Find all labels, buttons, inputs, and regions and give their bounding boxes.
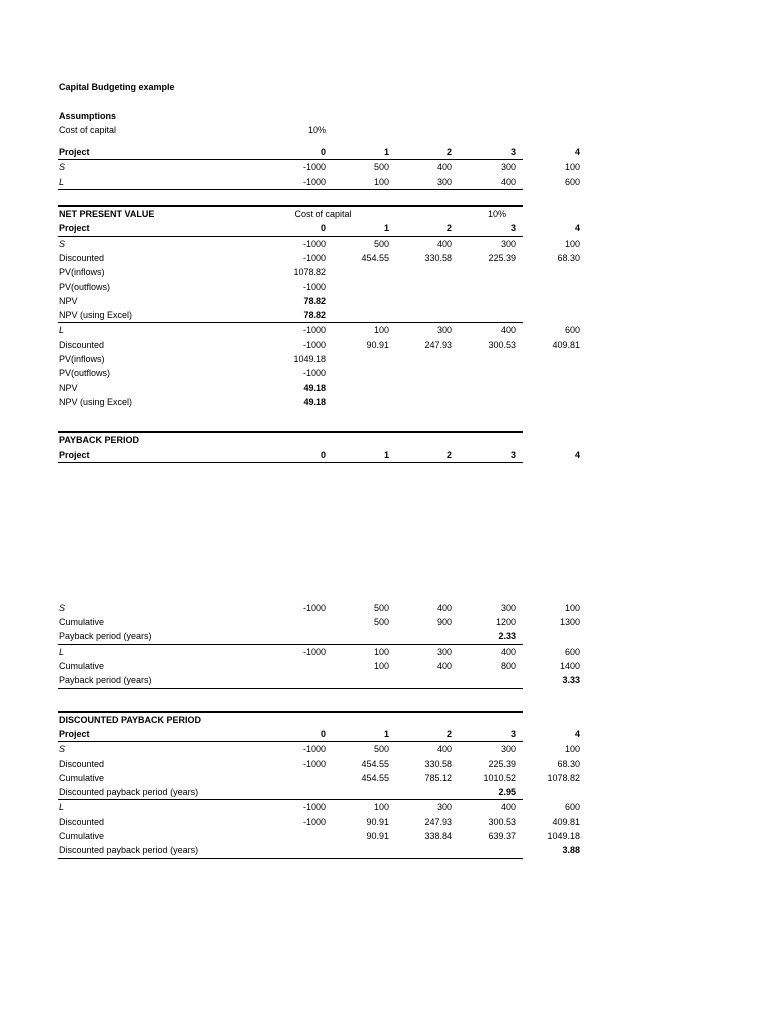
row-label: Payback period (years): [59, 631, 152, 642]
npv-l-pv-outflows-row: [58, 366, 523, 380]
dpayback-header-row: [58, 727, 580, 741]
payback-l-cumulative-row: [58, 659, 580, 673]
cell: 1400: [559, 661, 580, 672]
project-label: L: [59, 646, 65, 657]
row-label: Discounted: [59, 758, 105, 769]
cell: 400: [436, 162, 452, 173]
header-3: 3: [510, 147, 516, 158]
cost-of-capital-value: 10%: [307, 124, 326, 135]
cell: 400: [500, 325, 516, 336]
dpayback-s-period-row: [58, 785, 523, 800]
cell: 90.91: [366, 339, 389, 350]
row-label: Cumulative: [59, 661, 105, 672]
cell: -1000: [302, 252, 326, 263]
row-label: NPV (using Excel): [59, 396, 133, 407]
npv-header-row: [58, 221, 580, 236]
cell: -1000: [302, 802, 326, 813]
cell: -1000: [302, 339, 326, 350]
project-l-row: [58, 175, 580, 190]
npv-heading-row: [58, 205, 523, 221]
title-row: [58, 80, 523, 94]
row-label: NPV (using Excel): [59, 310, 133, 321]
header-label: Project: [59, 728, 90, 739]
cell: 247.93: [424, 339, 452, 350]
cell: 100: [373, 802, 389, 813]
spreadsheet: [58, 80, 580, 859]
cell: 2.95: [498, 787, 516, 798]
npv-cost-value: 10%: [487, 209, 506, 220]
cell: -1000: [302, 602, 326, 613]
cell: 409.81: [552, 339, 580, 350]
header-0: 0: [320, 449, 326, 460]
cell: 1078.82: [293, 267, 326, 278]
header-2: 2: [446, 223, 452, 234]
header-0: 0: [320, 223, 326, 234]
npv-l-row: [58, 323, 580, 337]
cell: 49.18: [303, 396, 326, 407]
row-label: PV(inflows): [59, 267, 105, 278]
project-label: L: [59, 176, 65, 187]
cell: 639.37: [488, 830, 516, 841]
row-label: Cumulative: [59, 830, 105, 841]
cell: 1300: [559, 617, 580, 628]
cell: 400: [436, 602, 452, 613]
npv-l-pv-inflows-row: [58, 352, 523, 366]
cell: 600: [564, 802, 580, 813]
cell: -1000: [302, 325, 326, 336]
row-label: Discounted payback period (years): [59, 787, 199, 798]
row-label: PV(outflows): [59, 368, 111, 379]
cell: 400: [436, 661, 452, 672]
header-4: 4: [574, 449, 580, 460]
row-label: PV(outflows): [59, 281, 111, 292]
cell: 330.58: [424, 758, 452, 769]
row-label: NPV: [59, 382, 78, 393]
cell: 1200: [495, 617, 516, 628]
payback-heading: PAYBACK PERIOD: [59, 435, 140, 446]
cell: 100: [564, 238, 580, 249]
dpayback-l-row: [58, 800, 580, 814]
payback-s-row: [58, 601, 580, 615]
cell: 1049.18: [547, 830, 580, 841]
cell: 300: [436, 646, 452, 657]
sheet-title: Capital Budgeting example: [59, 82, 175, 92]
cell: 454.55: [361, 252, 389, 263]
cell: -1000: [302, 162, 326, 173]
header-4: 4: [574, 223, 580, 234]
header-3: 3: [510, 728, 516, 739]
cell: 300: [500, 602, 516, 613]
cell: -1000: [302, 238, 326, 249]
header-1: 1: [383, 728, 389, 739]
cell: 785.12: [424, 772, 452, 783]
payback-s-period-row: [58, 629, 523, 644]
dpayback-s-discounted-row: [58, 757, 580, 771]
payback-s-cumulative-row: [58, 615, 580, 629]
row-label: Discounted: [59, 339, 105, 350]
npv-l-discounted-row: [58, 338, 580, 352]
cell: 800: [500, 661, 516, 672]
header-4: 4: [574, 728, 580, 739]
row-label: Cumulative: [59, 617, 105, 628]
header-1: 1: [383, 147, 389, 158]
cell: 1078.82: [547, 772, 580, 783]
project-label: S: [59, 238, 66, 249]
npv-s-pv-outflows-row: [58, 280, 523, 294]
project-label: S: [59, 744, 66, 755]
dpayback-heading-row: [58, 711, 523, 727]
cell: -1000: [302, 368, 326, 379]
npv-s-discounted-row: [58, 251, 580, 265]
cell: 454.55: [361, 758, 389, 769]
payback-header-row: [58, 448, 580, 463]
header-0: 0: [320, 728, 326, 739]
cell: 500: [373, 238, 389, 249]
header-label: Project: [59, 147, 90, 158]
cell: 225.39: [488, 252, 516, 263]
cell: 90.91: [366, 816, 389, 827]
cell: 100: [373, 661, 389, 672]
row-label: NPV: [59, 295, 78, 306]
npv-cost-label: Cost of capital: [294, 209, 352, 220]
npv-s-row: [58, 237, 580, 251]
cell: 600: [564, 325, 580, 336]
cell: 49.18: [303, 382, 326, 393]
payback-l-period-row: [58, 673, 580, 688]
cell: 400: [500, 802, 516, 813]
cell: 338.84: [424, 830, 452, 841]
cell: 78.82: [303, 310, 326, 321]
npv-heading: NET PRESENT VALUE: [59, 209, 155, 220]
dpayback-s-row: [58, 741, 580, 756]
cell: 300.53: [488, 816, 516, 827]
cell: 500: [373, 744, 389, 755]
cell: -1000: [302, 816, 326, 827]
cell: 78.82: [303, 295, 326, 306]
cell: -1000: [302, 281, 326, 292]
cost-of-capital-label: Cost of capital: [59, 124, 117, 135]
cell: 300: [500, 744, 516, 755]
header-3: 3: [510, 223, 516, 234]
cell: 90.91: [366, 830, 389, 841]
dpayback-l-discounted-row: [58, 815, 580, 829]
assumptions-heading: Assumptions: [59, 110, 117, 121]
cell: 500: [373, 617, 389, 628]
cell: 400: [500, 646, 516, 657]
project-label: S: [59, 162, 66, 173]
header-label: Project: [59, 449, 90, 460]
row-label: Payback period (years): [59, 675, 152, 686]
header-1: 1: [383, 223, 389, 234]
cell: 409.81: [552, 816, 580, 827]
cell: 100: [564, 744, 580, 755]
cell: -1000: [302, 758, 326, 769]
project-label: L: [59, 325, 65, 336]
cost-of-capital-row: [58, 123, 523, 137]
cell: 1010.52: [483, 772, 516, 783]
dpayback-l-cumulative-row: [58, 829, 580, 843]
cell: 100: [373, 325, 389, 336]
row-label: Discounted payback period (years): [59, 845, 199, 856]
cell: 454.55: [361, 772, 389, 783]
cell: 100: [373, 646, 389, 657]
npv-l-npv-row: [58, 381, 523, 395]
cell: 3.33: [562, 675, 580, 686]
dpayback-heading: DISCOUNTED PAYBACK PERIOD: [59, 714, 202, 725]
payback-heading-row: [58, 431, 523, 447]
cell: 68.30: [557, 758, 580, 769]
cell: 225.39: [488, 758, 516, 769]
row-label: Discounted: [59, 816, 105, 827]
cell: 300.53: [488, 339, 516, 350]
cell: 300: [436, 802, 452, 813]
cell: 100: [564, 602, 580, 613]
cell: 300: [436, 325, 452, 336]
cell: 400: [500, 176, 516, 187]
cell: 400: [436, 238, 452, 249]
cell: 500: [373, 602, 389, 613]
cell: -1000: [302, 176, 326, 187]
cell: 300: [500, 162, 516, 173]
cell: 600: [564, 176, 580, 187]
cell: 2.33: [498, 631, 516, 642]
npv-l-npv-excel-row: [58, 395, 523, 409]
npv-s-pv-inflows-row: [58, 265, 523, 279]
npv-s-npv-row: [58, 294, 523, 308]
header-3: 3: [510, 449, 516, 460]
project-s-row: [58, 160, 580, 174]
row-label: PV(inflows): [59, 354, 105, 365]
cell: -1000: [302, 646, 326, 657]
npv-s-npv-excel-row: [58, 308, 523, 323]
cell: 600: [564, 646, 580, 657]
cell: 100: [373, 176, 389, 187]
cell: 1049.18: [293, 354, 326, 365]
row-label: Discounted: [59, 252, 105, 263]
cell: 400: [436, 744, 452, 755]
cell: 330.58: [424, 252, 452, 263]
header-label: Project: [59, 223, 90, 234]
cell: 300: [436, 176, 452, 187]
dpayback-l-period-row: [58, 843, 580, 858]
dpayback-s-cumulative-row: [58, 771, 580, 785]
cell: 100: [564, 162, 580, 173]
cell: 300: [500, 238, 516, 249]
header-2: 2: [446, 728, 452, 739]
header-2: 2: [446, 147, 452, 158]
projects-header-row: [58, 145, 580, 160]
header-4: 4: [574, 147, 580, 158]
cell: 3.88: [562, 845, 580, 856]
cell: 68.30: [557, 252, 580, 263]
cell: 900: [436, 617, 452, 628]
row-label: Cumulative: [59, 772, 105, 783]
header-2: 2: [446, 449, 452, 460]
header-0: 0: [320, 147, 326, 158]
project-label: L: [59, 802, 65, 813]
header-1: 1: [383, 449, 389, 460]
project-label: S: [59, 602, 66, 613]
assumptions-heading-row: [58, 109, 523, 123]
cell: 500: [373, 162, 389, 173]
cell: -1000: [302, 744, 326, 755]
payback-l-row: [58, 645, 580, 659]
cell: 247.93: [424, 816, 452, 827]
